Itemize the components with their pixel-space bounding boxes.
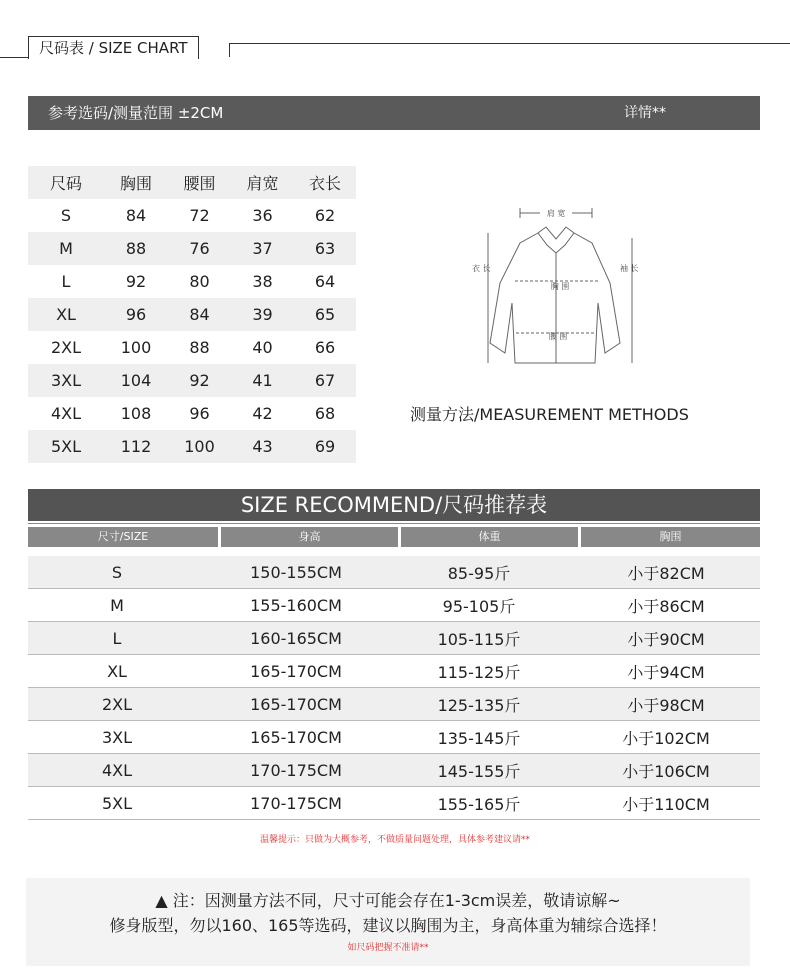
shoulder-cell: 37 (231, 232, 294, 265)
warm-tip: 温馨提示：只做为大概参考，不做质量问题处理，具体参考建议请** (259, 835, 530, 845)
measurement-methods-label: 测量方法/MEASUREMENT METHODS (402, 398, 768, 432)
warning-icon: ▲ (155, 891, 168, 910)
shoulder-cell: 36 (252, 206, 273, 225)
rec-height-header: 身高 (221, 527, 398, 547)
length-cell: 64 (314, 272, 336, 291)
rec-weight-cell: 155-165斤 (386, 787, 572, 820)
size-cell: 2XL (50, 338, 82, 357)
rec-size-cell: 4XL (28, 754, 206, 787)
chest-cell: 96 (104, 298, 168, 331)
rec-height-cell: 170-175CM (206, 787, 386, 820)
rec-chest-header: 胸围 (581, 527, 760, 547)
rec-size-cell: 5XL (28, 787, 206, 820)
measurement-range-label: 参考选码/测量范围 ±2CM (48, 104, 224, 122)
shoulder-cell: 39 (231, 298, 294, 331)
rec-weight-cell: 135-145斤 (386, 721, 572, 754)
shoulder-cell: 38 (252, 272, 273, 291)
chest-cell: 84 (125, 206, 147, 225)
shoulder-cell: 41 (231, 364, 294, 397)
length-cell: 62 (314, 206, 336, 225)
rec-chest-cell: 小于102CM (572, 721, 760, 754)
waist-cell: 84 (168, 298, 231, 331)
rec-chest-cell: 小于86CM (572, 589, 760, 622)
rec-height-cell: 165-170CM (206, 688, 386, 721)
table-row (28, 589, 760, 622)
shirt-outline-icon (460, 193, 652, 378)
page-title: 尺码表 / SIZE CHART (28, 36, 199, 59)
length-label: 衣 长 (472, 264, 491, 273)
shoulder-cell: 43 (231, 430, 294, 463)
length-cell: 65 (294, 298, 356, 331)
rec-size-cell: 2XL (28, 688, 206, 721)
rec-height-cell: 160-165CM (206, 622, 386, 655)
size-cell: M (28, 232, 104, 265)
header-rule-right (229, 43, 790, 44)
length-col-header: 衣长 (294, 166, 356, 199)
chest-label: 胸 围 (550, 282, 570, 291)
size-col-header: 尺码 (28, 166, 104, 199)
table-row (28, 622, 760, 655)
chest-col-header: 胸围 (104, 166, 168, 199)
table-row (28, 655, 760, 688)
recommend-title: SIZE RECOMMEND/尺码推荐表 (28, 489, 760, 521)
chest-cell: 100 (120, 338, 152, 357)
header-rule-left (0, 57, 28, 58)
table-row (28, 430, 760, 463)
rec-size-header: 尺寸/SIZE (28, 527, 218, 547)
measurement-range-bar (28, 96, 760, 130)
rec-weight-cell: 115-125斤 (386, 655, 572, 688)
table-row (28, 721, 760, 754)
length-cell: 63 (294, 232, 356, 265)
size-cell: 4XL (50, 404, 82, 423)
rec-weight-cell: 125-135斤 (386, 688, 572, 721)
waist-col-header: 腰围 (168, 166, 231, 199)
rec-chest-cell: 小于90CM (572, 622, 760, 655)
rec-weight-cell: 105-115斤 (386, 622, 572, 655)
rec-size-cell: M (28, 589, 206, 622)
rec-size-cell: XL (28, 655, 206, 688)
note-line-2: 修身版型，勿以160、165等选码，建议以胸围为主，身高体重为辅综合选择！ (109, 916, 667, 935)
waist-cell: 100 (168, 430, 231, 463)
chest-cell: 112 (104, 430, 168, 463)
shoulder-cell: 42 (252, 404, 273, 423)
rec-height-cell: 165-170CM (206, 721, 386, 754)
size-cell: L (61, 272, 71, 291)
shoulder-label: 肩 宽 (546, 209, 566, 218)
rec-weight-header: 体重 (401, 527, 578, 547)
rec-size-cell: L (28, 622, 206, 655)
sleeve-label: 袖 长 (620, 264, 639, 273)
size-cell: S (60, 206, 72, 225)
waist-cell: 76 (168, 232, 231, 265)
table-row (28, 688, 760, 721)
note-line-3: 如尺码把握不准请** (347, 943, 429, 953)
note-line-1 (26, 888, 750, 911)
note-box (26, 878, 750, 966)
chest-cell: 104 (104, 364, 168, 397)
length-cell: 68 (314, 404, 336, 423)
header-rule-tick (229, 43, 230, 57)
waist-cell: 88 (189, 338, 210, 357)
rec-weight-cell: 145-155斤 (386, 754, 572, 787)
length-cell: 69 (294, 430, 356, 463)
chest-cell: 108 (120, 404, 152, 423)
rec-chest-cell: 小于94CM (572, 655, 760, 688)
recommend-table (28, 556, 760, 820)
rec-height-cell: 170-175CM (206, 754, 386, 787)
length-cell: 67 (294, 364, 356, 397)
rec-height-cell: 155-160CM (206, 589, 386, 622)
shoulder-col-header: 肩宽 (231, 166, 294, 199)
shoulder-cell: 40 (252, 338, 273, 357)
recommend-divider (28, 523, 760, 524)
size-cell: XL (28, 298, 104, 331)
rec-chest-cell: 小于110CM (572, 787, 760, 820)
waist-cell: 80 (189, 272, 210, 291)
waist-cell: 96 (189, 404, 210, 423)
waist-cell: 92 (168, 364, 231, 397)
details-label: 详情** (624, 105, 666, 121)
rec-height-cell: 150-155CM (206, 556, 386, 589)
table-row (28, 556, 760, 589)
size-cell: 3XL (28, 364, 104, 397)
rec-size-cell: 3XL (28, 721, 206, 754)
note-text-1: 注：因测量方法不同，尺寸可能会存在1-3cm误差，敬请谅解~ (172, 891, 621, 910)
rec-height-cell: 165-170CM (206, 655, 386, 688)
waist-cell: 72 (189, 206, 210, 225)
waist-label: 腰 围 (548, 332, 568, 341)
shirt-diagram (460, 193, 652, 378)
rec-weight-cell: 85-95斤 (386, 556, 572, 589)
rec-weight-cell: 95-105斤 (386, 589, 572, 622)
rec-chest-cell: 小于98CM (572, 688, 760, 721)
chest-cell: 92 (125, 272, 147, 291)
length-cell: 66 (314, 338, 336, 357)
rec-chest-cell: 小于82CM (572, 556, 760, 589)
recommend-header-row (28, 527, 760, 547)
size-cell: 5XL (28, 430, 104, 463)
table-row (28, 787, 760, 820)
rec-chest-cell: 小于106CM (572, 754, 760, 787)
rec-size-cell: S (28, 556, 206, 589)
table-row (28, 754, 760, 787)
chest-cell: 88 (104, 232, 168, 265)
